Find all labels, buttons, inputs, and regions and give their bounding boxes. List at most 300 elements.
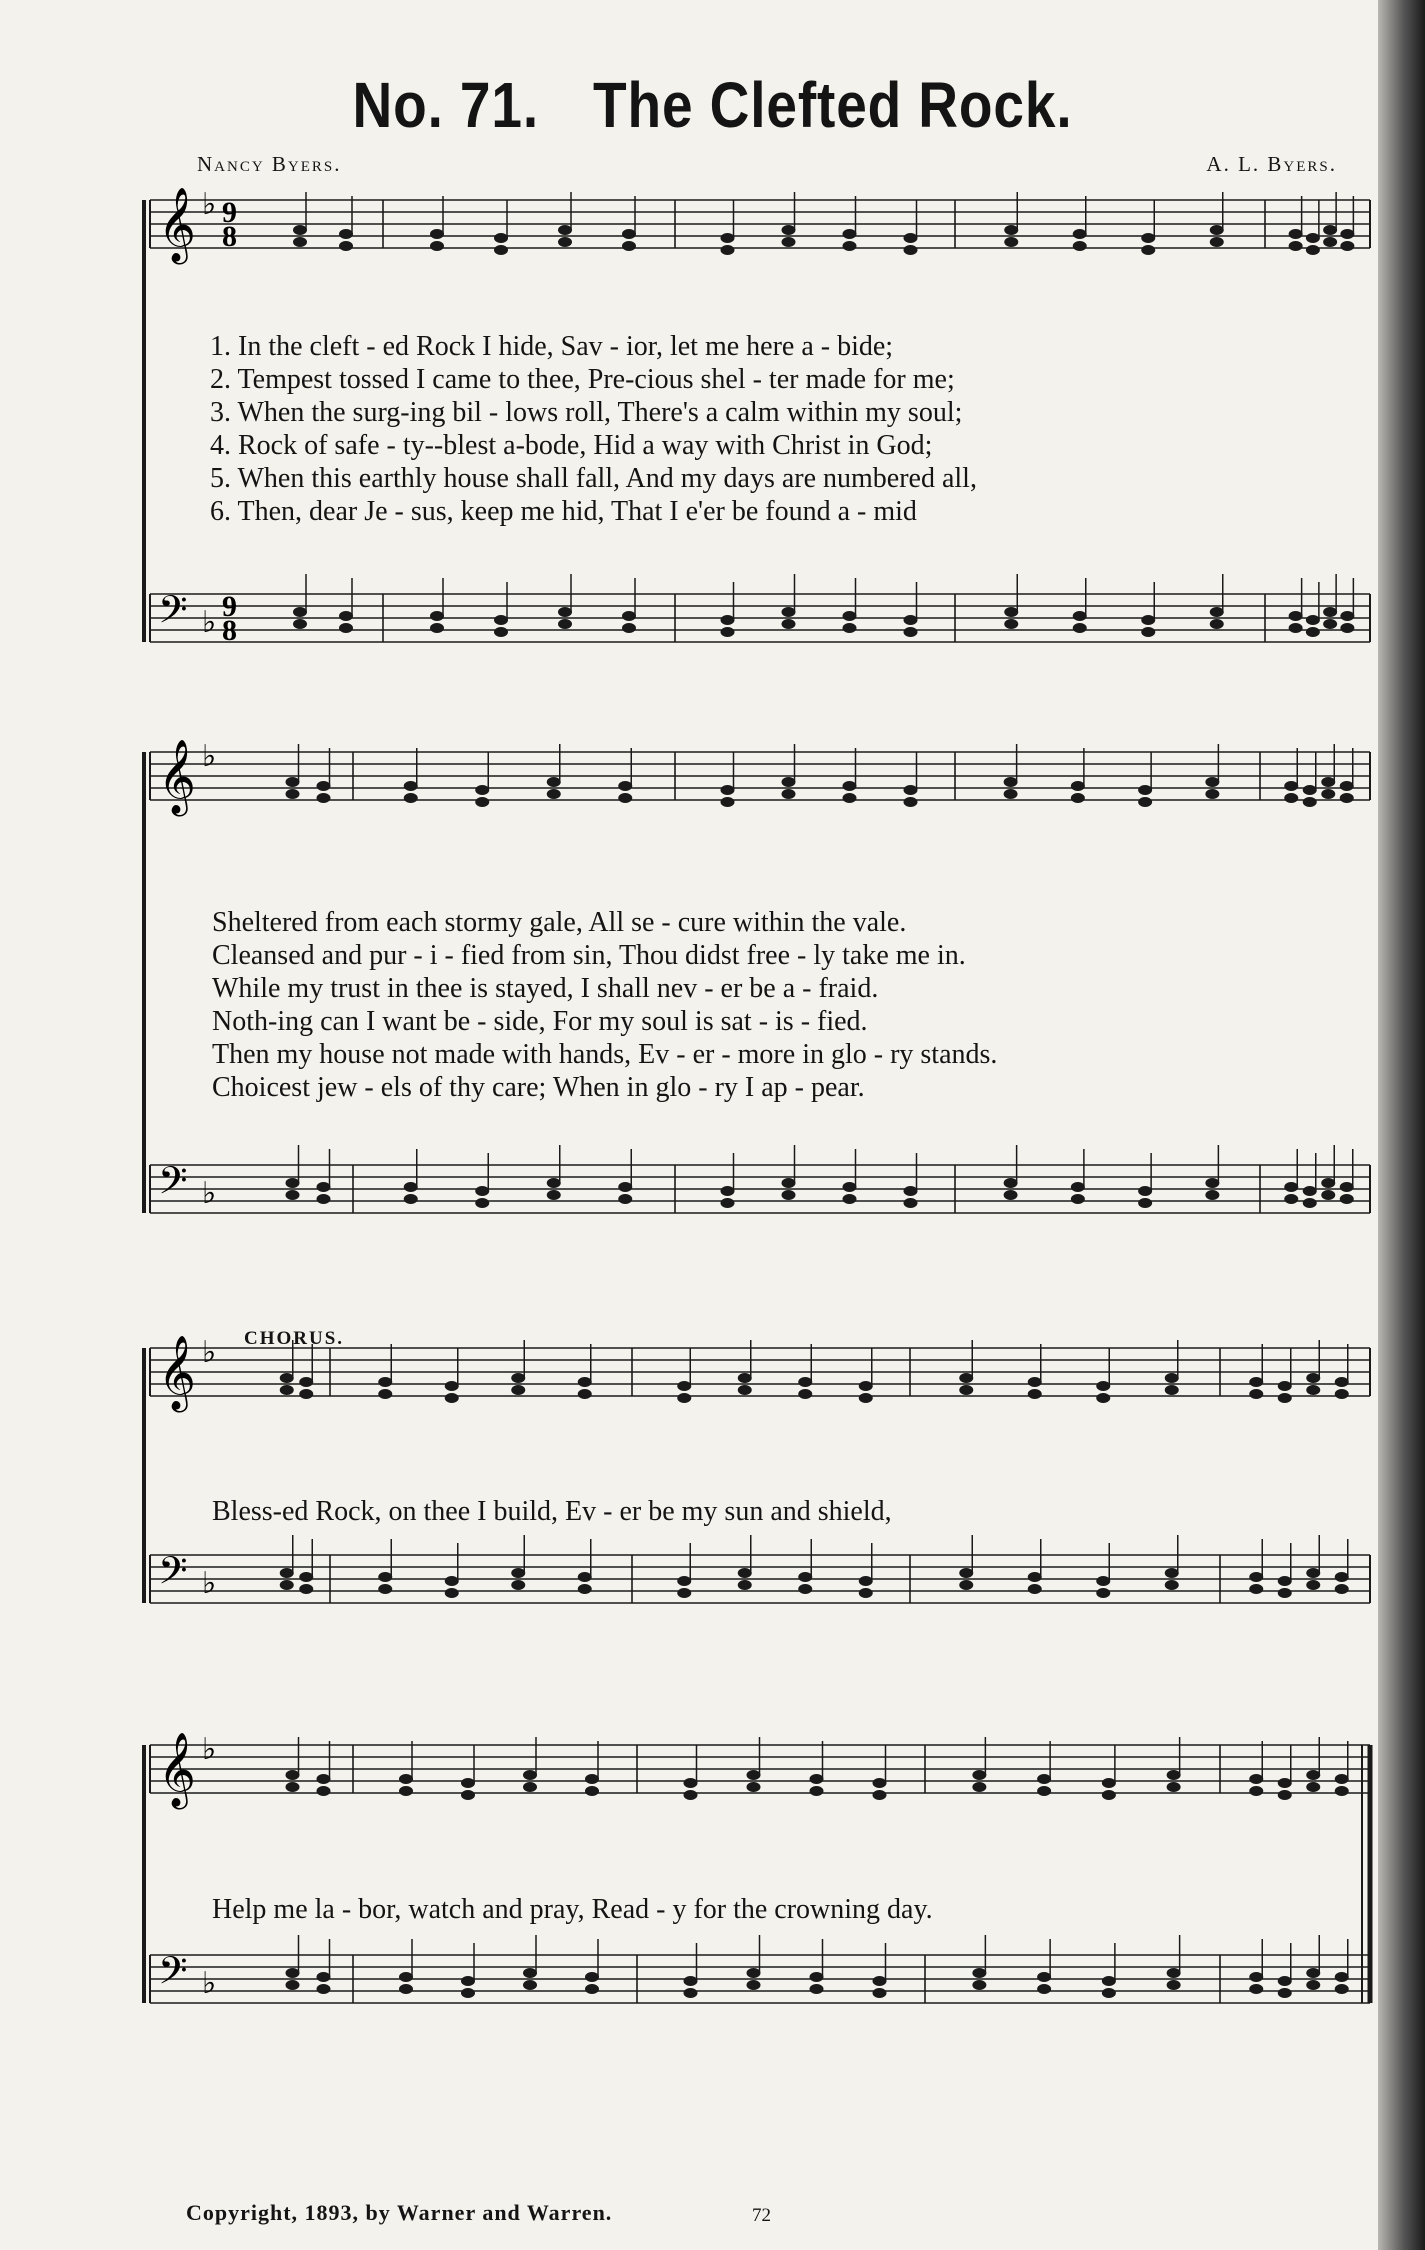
note-head — [1004, 225, 1018, 235]
note-head — [747, 1980, 761, 1990]
note-head — [859, 1588, 873, 1598]
note-head — [618, 781, 632, 791]
note-head — [1004, 619, 1018, 629]
note-head — [286, 1190, 300, 1200]
note-head — [1278, 1790, 1292, 1800]
note-head — [280, 1580, 294, 1590]
note-head — [1278, 1381, 1292, 1391]
note-head — [339, 623, 353, 633]
note-head — [461, 1976, 475, 1986]
note-head — [859, 1576, 873, 1586]
hymn-number: No. 71. — [352, 69, 540, 141]
note-head — [378, 1584, 392, 1594]
note-head — [1249, 1584, 1263, 1594]
note-head — [1340, 781, 1354, 791]
note-head — [1306, 1568, 1320, 1578]
note-head — [904, 1198, 918, 1208]
note-head — [904, 1186, 918, 1196]
note-head — [738, 1385, 752, 1395]
note-head — [904, 785, 918, 795]
note-head — [972, 1782, 986, 1792]
note-head — [1289, 623, 1303, 633]
note-head — [547, 777, 561, 787]
note-head — [1037, 1774, 1051, 1784]
note-head — [798, 1572, 812, 1582]
note-head — [280, 1568, 294, 1578]
note-head — [585, 1984, 599, 1994]
treble-clef-icon: 𝄞 — [158, 740, 196, 814]
note-head — [299, 1584, 313, 1594]
flat-key-signature-icon: ♭ — [202, 739, 217, 774]
note-head — [1073, 241, 1087, 251]
note-head — [430, 623, 444, 633]
chorus-label: CHORUS. — [244, 1328, 345, 1349]
note-head — [1165, 1568, 1179, 1578]
note-head — [1335, 1774, 1349, 1784]
note-head — [843, 1194, 857, 1204]
note-head — [1071, 1194, 1085, 1204]
note-head — [1210, 237, 1224, 247]
verses-part-2 — [212, 906, 1362, 1104]
note-head — [1096, 1588, 1110, 1598]
note-head — [1303, 797, 1317, 807]
note-head — [1141, 245, 1155, 255]
note-head — [843, 793, 857, 803]
note-head — [461, 1988, 475, 1998]
hymn-name: The Clefted Rock. — [593, 69, 1073, 141]
treble-clef-icon: 𝄞 — [158, 188, 196, 262]
note-head — [475, 785, 489, 795]
note-head — [286, 1980, 300, 1990]
note-head — [782, 789, 796, 799]
verse-line: Noth-ing can I want be - side, For my soul is sat - is - fied. — [212, 1006, 868, 1037]
note-head — [904, 627, 918, 637]
note-head — [339, 241, 353, 251]
note-head — [1004, 1178, 1018, 1188]
note-head — [1249, 1972, 1263, 1982]
note-head — [558, 225, 572, 235]
note-head — [558, 619, 572, 629]
note-head — [747, 1782, 761, 1792]
note-head — [1340, 793, 1354, 803]
note-head — [1321, 789, 1335, 799]
note-head — [404, 793, 418, 803]
note-head — [622, 611, 636, 621]
copyright-notice: Copyright, 1893, by Warner and Warren. — [186, 2200, 613, 2225]
note-head — [721, 785, 735, 795]
flat-key-signature-icon: ♭ — [202, 187, 217, 222]
note-head — [1249, 1572, 1263, 1582]
note-head — [1028, 1389, 1042, 1399]
note-head — [1289, 241, 1303, 251]
note-head — [399, 1984, 413, 1994]
note-head — [317, 1774, 331, 1784]
note-head — [1071, 1182, 1085, 1192]
note-head — [494, 245, 508, 255]
note-head — [475, 797, 489, 807]
bass-clef-icon: 𝄢 — [158, 1158, 188, 1212]
note-head — [547, 789, 561, 799]
note-head — [1205, 789, 1219, 799]
note-head — [1335, 1584, 1349, 1594]
note-head — [1004, 237, 1018, 247]
note-head — [286, 789, 300, 799]
note-head — [1335, 1377, 1349, 1387]
note-head — [293, 607, 307, 617]
note-head — [798, 1584, 812, 1594]
note-head — [1335, 1572, 1349, 1582]
note-head — [684, 1976, 698, 1986]
note-head — [1004, 1190, 1018, 1200]
note-head — [1306, 1770, 1320, 1780]
note-head — [1004, 789, 1018, 799]
note-head — [1028, 1572, 1042, 1582]
note-head — [1102, 1790, 1116, 1800]
note-head — [1210, 619, 1224, 629]
treble-clef-icon: 𝄞 — [158, 1733, 196, 1807]
note-head — [782, 225, 796, 235]
note-head — [578, 1584, 592, 1594]
note-head — [677, 1393, 691, 1403]
note-head — [1249, 1377, 1263, 1387]
flat-key-signature-icon: ♭ — [202, 605, 217, 640]
verse-line: Sheltered from each stormy gale, All se - cure within the vale. — [212, 907, 907, 938]
note-head — [430, 611, 444, 621]
note-head — [585, 1786, 599, 1796]
note-head — [1205, 1190, 1219, 1200]
note-head — [1306, 1580, 1320, 1590]
note-head — [523, 1968, 537, 1978]
note-head — [1321, 1190, 1335, 1200]
verse-line: 1. In the cleft - ed Rock I hide, Sav - ior, let me here a - bide; — [210, 331, 894, 362]
note-head — [1138, 785, 1152, 795]
note-head — [843, 623, 857, 633]
note-head — [1096, 1576, 1110, 1586]
note-head — [677, 1576, 691, 1586]
note-head — [782, 1190, 796, 1200]
note-head — [523, 1980, 537, 1990]
note-head — [721, 797, 735, 807]
note-head — [558, 237, 572, 247]
note-head — [1167, 1980, 1181, 1990]
note-head — [904, 233, 918, 243]
note-head — [299, 1572, 313, 1582]
bass-clef-icon: 𝄢 — [158, 587, 188, 641]
note-head — [1249, 1774, 1263, 1784]
verse-line: 6. Then, dear Je - sus, keep me hid, That I e'er be found a - mid — [210, 496, 917, 527]
note-head — [430, 229, 444, 239]
note-head — [959, 1568, 973, 1578]
note-head — [1028, 1584, 1042, 1594]
note-head — [1096, 1381, 1110, 1391]
note-head — [782, 1178, 796, 1188]
verse-line: 2. Tempest tossed I came to thee, Pre-cious shel - ter made for me; — [210, 364, 955, 395]
note-head — [1037, 1984, 1051, 1994]
note-head — [1289, 229, 1303, 239]
note-head — [378, 1572, 392, 1582]
note-head — [622, 241, 636, 251]
note-head — [299, 1377, 313, 1387]
note-head — [873, 1790, 887, 1800]
note-head — [280, 1373, 294, 1383]
note-head — [280, 1385, 294, 1395]
note-head — [1306, 1980, 1320, 1990]
note-head — [843, 1182, 857, 1192]
note-head — [1167, 1782, 1181, 1792]
verse-line: 3. When the surg-ing bil - lows roll, There's a calm within my soul; — [210, 397, 963, 428]
bass-clef-icon: 𝄢 — [158, 1948, 188, 2002]
note-head — [873, 1778, 887, 1788]
note-head — [972, 1770, 986, 1780]
note-head — [1335, 1786, 1349, 1796]
note-head — [618, 793, 632, 803]
note-head — [798, 1389, 812, 1399]
note-head — [339, 229, 353, 239]
note-head — [1037, 1972, 1051, 1982]
note-head — [1138, 797, 1152, 807]
note-head — [1141, 233, 1155, 243]
flat-key-signature-icon: ♭ — [202, 1335, 217, 1370]
note-head — [1073, 611, 1087, 621]
note-head — [1340, 611, 1354, 621]
note-head — [622, 229, 636, 239]
note-head — [1278, 1576, 1292, 1586]
note-head — [547, 1190, 561, 1200]
note-head — [1028, 1377, 1042, 1387]
note-head — [578, 1377, 592, 1387]
note-head — [1340, 229, 1354, 239]
note-head — [339, 611, 353, 621]
note-head — [404, 1194, 418, 1204]
note-head — [461, 1790, 475, 1800]
note-head — [904, 245, 918, 255]
note-head — [293, 225, 307, 235]
note-head — [1210, 607, 1224, 617]
verse-line: 5. When this earthly house shall fall, And my days are numbered all, — [210, 463, 977, 494]
note-head — [738, 1568, 752, 1578]
note-head — [585, 1972, 599, 1982]
note-head — [317, 1786, 331, 1796]
note-head — [286, 1178, 300, 1188]
note-head — [1071, 793, 1085, 803]
note-head — [721, 245, 735, 255]
note-head — [1278, 1976, 1292, 1986]
note-head — [1289, 611, 1303, 621]
note-head — [684, 1790, 698, 1800]
note-head — [1306, 1373, 1320, 1383]
note-head — [558, 607, 572, 617]
verses-part-1 — [210, 330, 1360, 528]
note-head — [1284, 781, 1298, 791]
note-head — [1073, 229, 1087, 239]
treble-clef-icon: 𝄞 — [158, 1336, 196, 1410]
time-signature-top: 9 — [222, 196, 237, 229]
note-head — [511, 1385, 525, 1395]
note-head — [1138, 1186, 1152, 1196]
note-head — [378, 1389, 392, 1399]
time-signature-bottom: 8 — [222, 220, 237, 253]
note-head — [286, 1968, 300, 1978]
note-head — [445, 1588, 459, 1598]
note-head — [1141, 627, 1155, 637]
note-head — [1278, 1588, 1292, 1598]
note-head — [494, 233, 508, 243]
note-head — [782, 777, 796, 787]
note-head — [1335, 1984, 1349, 1994]
note-head — [959, 1385, 973, 1395]
flat-key-signature-icon: ♭ — [202, 1176, 217, 1211]
note-head — [1073, 623, 1087, 633]
note-head — [1278, 1778, 1292, 1788]
note-head — [684, 1778, 698, 1788]
chorus-lyric-2 — [212, 1893, 1362, 1926]
note-head — [1335, 1972, 1349, 1982]
note-head — [286, 1782, 300, 1792]
note-head — [618, 1182, 632, 1192]
note-head — [1323, 225, 1337, 235]
note-head — [1306, 1385, 1320, 1395]
note-head — [738, 1373, 752, 1383]
page-number: 72 — [752, 2205, 771, 2226]
note-head — [293, 237, 307, 247]
note-head — [959, 1580, 973, 1590]
note-head — [684, 1988, 698, 1998]
time-signature-top: 9 — [222, 590, 237, 623]
note-head — [1278, 1393, 1292, 1403]
note-head — [1167, 1770, 1181, 1780]
note-head — [1165, 1385, 1179, 1395]
note-head — [399, 1786, 413, 1796]
note-head — [873, 1976, 887, 1986]
verse-line: While my trust in thee is stayed, I shall nev - er be a - fraid. — [212, 973, 879, 1004]
note-head — [810, 1774, 824, 1784]
note-head — [1071, 781, 1085, 791]
note-head — [810, 1972, 824, 1982]
note-head — [810, 1786, 824, 1796]
note-head — [1102, 1976, 1116, 1986]
note-head — [317, 1194, 331, 1204]
time-signature-bottom: 8 — [222, 614, 237, 647]
note-head — [1165, 1373, 1179, 1383]
note-head — [721, 615, 735, 625]
note-head — [721, 233, 735, 243]
note-head — [904, 797, 918, 807]
note-head — [1306, 1782, 1320, 1792]
flat-key-signature-icon: ♭ — [202, 1566, 217, 1601]
note-head — [798, 1377, 812, 1387]
note-head — [317, 1972, 331, 1982]
flat-key-signature-icon: ♭ — [202, 1732, 217, 1767]
note-head — [1284, 1194, 1298, 1204]
note-head — [677, 1588, 691, 1598]
note-head — [1306, 245, 1320, 255]
note-head — [511, 1580, 525, 1590]
note-head — [1165, 1580, 1179, 1590]
note-head — [1004, 777, 1018, 787]
note-head — [1306, 615, 1320, 625]
note-head — [1205, 777, 1219, 787]
verse-line: 4. Rock of safe - ty--blest a-bode, Hid a way with Christ in God; — [210, 430, 933, 461]
note-head — [747, 1968, 761, 1978]
note-head — [1249, 1984, 1263, 1994]
note-head — [317, 1182, 331, 1192]
note-head — [317, 1984, 331, 1994]
note-head — [1340, 623, 1354, 633]
verse-line: Cleansed and pur - i - fied from sin, Thou didst free - ly take me in. — [212, 940, 966, 971]
note-head — [843, 229, 857, 239]
note-head — [1306, 1968, 1320, 1978]
note-head — [843, 241, 857, 251]
note-head — [1284, 1182, 1298, 1192]
note-head — [677, 1381, 691, 1391]
bass-clef-icon: 𝄢 — [158, 1548, 188, 1602]
note-head — [585, 1774, 599, 1784]
note-head — [1278, 1988, 1292, 1998]
note-head — [1303, 785, 1317, 795]
note-head — [399, 1972, 413, 1982]
chorus-lyric-1 — [212, 1495, 1362, 1528]
note-head — [721, 627, 735, 637]
note-head — [445, 1393, 459, 1403]
note-head — [1335, 1389, 1349, 1399]
note-head — [1323, 619, 1337, 629]
note-head — [523, 1770, 537, 1780]
lyricist-credit: Nancy Byers. — [197, 152, 342, 176]
note-head — [1210, 225, 1224, 235]
note-head — [1004, 607, 1018, 617]
note-head — [293, 619, 307, 629]
note-head — [1321, 1178, 1335, 1188]
note-head — [1205, 1178, 1219, 1188]
note-head — [494, 615, 508, 625]
note-head — [547, 1178, 561, 1188]
note-head — [859, 1381, 873, 1391]
note-head — [578, 1389, 592, 1399]
note-head — [404, 781, 418, 791]
flat-key-signature-icon: ♭ — [202, 1966, 217, 2001]
note-head — [1138, 1198, 1152, 1208]
note-head — [873, 1988, 887, 1998]
note-head — [1167, 1968, 1181, 1978]
note-head — [286, 777, 300, 787]
note-head — [1249, 1389, 1263, 1399]
note-head — [523, 1782, 537, 1792]
note-head — [1321, 777, 1335, 787]
note-head — [622, 623, 636, 633]
note-head — [1306, 627, 1320, 637]
note-head — [445, 1576, 459, 1586]
verse-line: Choicest jew - els of thy care; When in glo - ry I ap - pear. — [212, 1072, 865, 1103]
note-head — [1340, 1182, 1354, 1192]
note-head — [430, 241, 444, 251]
note-head — [721, 1186, 735, 1196]
note-head — [1306, 233, 1320, 243]
note-head — [1323, 607, 1337, 617]
note-head — [618, 1194, 632, 1204]
note-head — [1323, 237, 1337, 247]
note-head — [1102, 1988, 1116, 1998]
note-head — [782, 607, 796, 617]
note-head — [378, 1377, 392, 1387]
note-head — [511, 1568, 525, 1578]
note-head — [747, 1770, 761, 1780]
verse-line: Then my house not made with hands, Ev - er - more in glo - ry stands. — [212, 1039, 998, 1070]
note-head — [1303, 1186, 1317, 1196]
note-head — [1249, 1786, 1263, 1796]
note-head — [475, 1198, 489, 1208]
note-head — [859, 1393, 873, 1403]
note-head — [1096, 1393, 1110, 1403]
